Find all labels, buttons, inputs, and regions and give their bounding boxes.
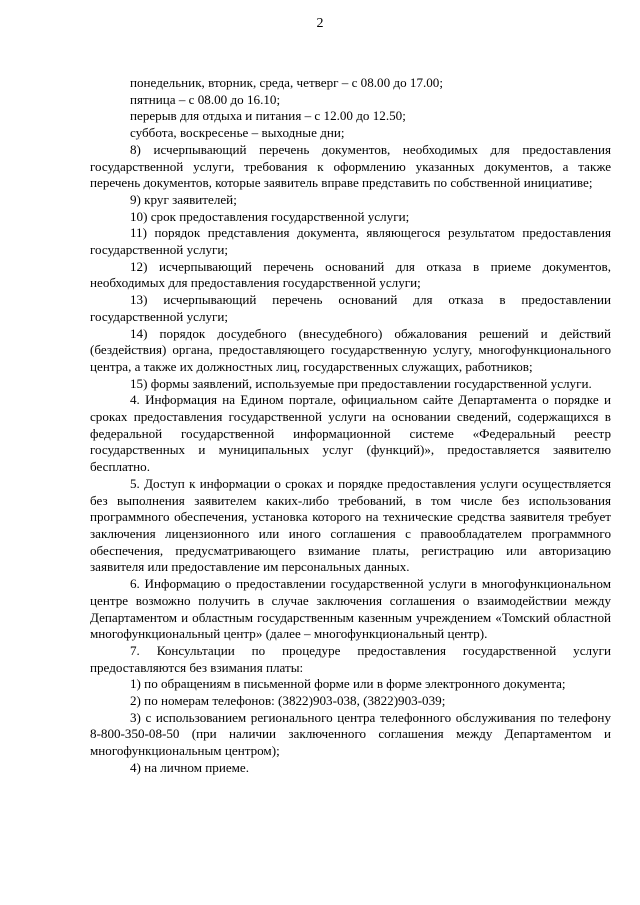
paragraph-item-10: 10) срок предоставления государственной услуги; (130, 208, 410, 224)
paragraph-item-11: 11) порядок представления документа, являющегося результатом предоставления государственной услуги; (90, 225, 611, 258)
schedule-line-friday: пятница – с 08.00 до 16.10; (130, 91, 281, 107)
paragraph-item-8: 8) исчерпывающий перечень документов, необходимых для предоставления государственной услуги, требования к оформлению указанных документов, а также перечень документов, которые заявитель вправе представить по собственной инициативе; (90, 141, 611, 191)
section-5-paragraph: 5. Доступ к информации о сроках и порядке предоставления услуги осуществляется без выполнения заявителем каких-либо требований, в том числе без использования программного обеспечения, установка которого на технические средства заявителя требует заключения лицензионного или иного соглашения с правообладателем программного обеспечения, предусматривающего взимание платы, регистрацию или авторизацию заявителя или предоставление им персональных данных. (90, 475, 611, 575)
paragraph-item-13: 13) исчерпывающий перечень оснований для отказа в предоставлении государственной услуги; (90, 292, 611, 324)
paragraph-item-12: 12) исчерпывающий перечень оснований для отказа в приеме документов, необходимых для предоставления государственной услуги; (90, 258, 611, 291)
paragraph-item-14: 14) порядок досудебного (внесудебного) обжалования решений и действий (бездействия) органа, предоставляющего государственную услугу, многофункционального центра, а также их должностных лиц, государственных служащих, работников; (90, 325, 611, 374)
section-7-paragraph: 7. Консультации по процедуре предоставления государственной услуги предоставляются без взимания платы: (90, 642, 611, 675)
section-4-paragraph: 4. Информация на Едином портале, официальном сайте Департамента о порядке и сроках предоставления государственной услуги на основании сведений, содержащихся в федеральной государственной информационной системе «Федеральный реестр государственных и муниципальных услуг (функций)», предоставляется заявителю бесплатно. (90, 392, 611, 475)
consultation-item-3: 3) с использованием регионального центра телефонного обслуживания по телефону 8-800-350-08-50 (при наличии заключенного соглашения между Департаментом и многофункциональным центром); (90, 709, 611, 759)
section-6-paragraph: 6. Информацию о предоставлении государственной услуги в многофункциональном центре возможно получить в случае заключения соглашения о взаимодействии между Департаментом и областным государственным казенным учреждением «Томский областной многофункциональный центр» (далее – многофункциональный центр). (90, 576, 611, 642)
schedule-line-break: перерыв для отдыха и питания – с 12.00 до 12.50; (130, 108, 406, 124)
paragraph-item-9: 9) круг заявителей; (130, 191, 237, 207)
consultation-item-1: 1) по обращениям в письменной форме или в форме электронного документа; (130, 676, 566, 692)
consultation-item-2: 2) по номерам телефонов: (3822)903-038, (3822)903-039; (130, 693, 446, 709)
consultation-item-4: 4) на личном приеме. (130, 759, 250, 775)
document-body (90, 75, 611, 777)
paragraph-item-15: 15) формы заявлений, используемые при предоставлении государственной услуги. (130, 375, 592, 391)
schedule-line-weekend: суббота, воскресенье – выходные дни; (130, 125, 345, 141)
page-number: 2 (316, 16, 324, 31)
schedule-line-weekdays: понедельник, вторник, среда, четверг – с 08.00 до 17.00; (130, 75, 443, 90)
